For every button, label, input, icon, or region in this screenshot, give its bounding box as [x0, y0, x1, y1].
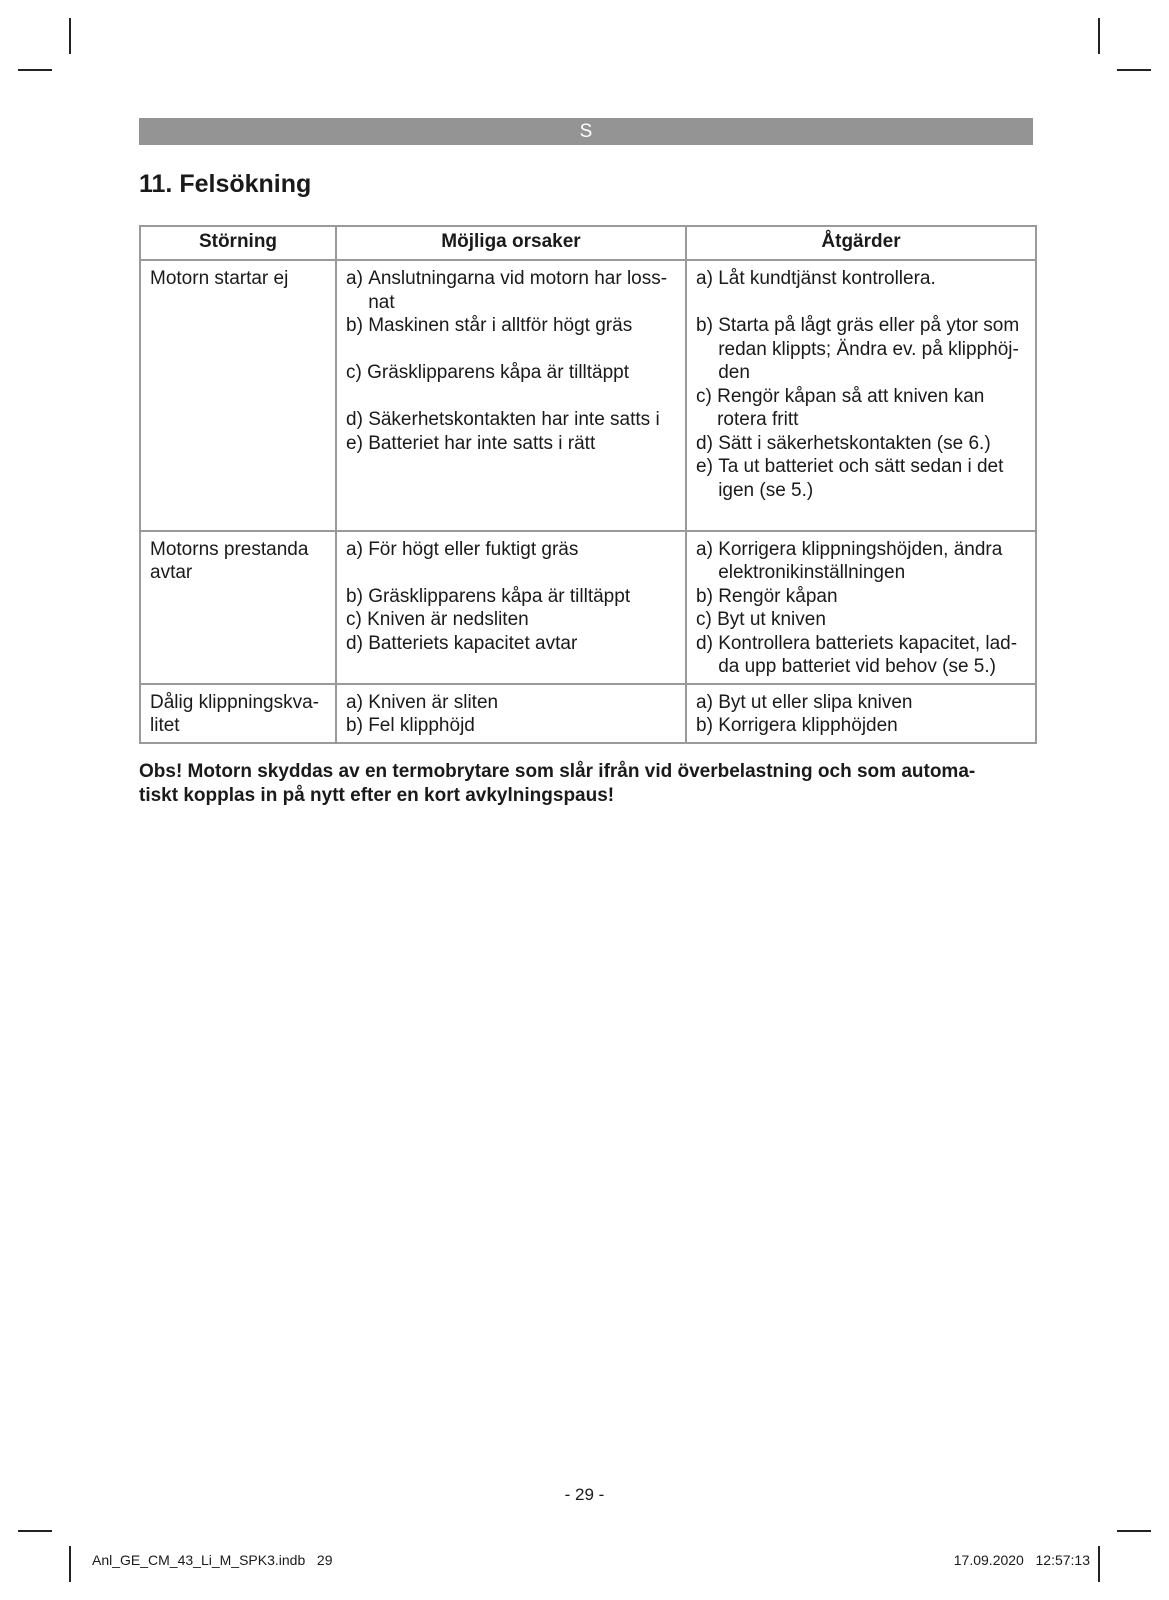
item-marker: a) — [696, 268, 719, 289]
cause-item — [346, 585, 677, 609]
cause-text — [346, 561, 677, 585]
table-row — [140, 531, 1036, 684]
item-marker: d) — [346, 632, 369, 654]
fault-cell — [140, 531, 336, 684]
table-body — [140, 260, 1036, 743]
fault-line: Motorns prestanda — [150, 538, 309, 560]
text-line: Byt ut kniven — [717, 609, 826, 630]
item-marker: b) — [346, 585, 369, 607]
cause-text — [346, 385, 677, 409]
crop-mark — [18, 69, 52, 71]
cause-item — [346, 408, 677, 432]
cause-item — [346, 538, 677, 562]
fault-cell — [140, 684, 336, 743]
footer-timestamp: 17.09.2020 12:57:13 — [953, 1552, 1090, 1568]
causes-cell — [336, 531, 686, 684]
cause-item — [346, 714, 677, 738]
action-text — [718, 267, 1027, 291]
actions-cell — [686, 260, 1036, 531]
action-item — [696, 714, 1027, 738]
action-text — [718, 455, 1027, 502]
notice-line: Obs! Motorn skyddas av en termobrytare som slår ifrån vid överbelastning och som automa- — [139, 761, 976, 782]
text-line: Säkerhetskontakten har inte satts i — [368, 409, 660, 430]
fault-line: avtar — [150, 562, 193, 583]
action-item — [696, 314, 1027, 385]
item-marker: a) — [696, 691, 719, 713]
fault-line: Motorn startar ej — [150, 268, 289, 289]
cause-item — [346, 691, 677, 715]
actions-cell — [686, 684, 1036, 743]
action-text — [718, 632, 1027, 679]
cause-text — [368, 267, 677, 314]
fault-line: litet — [150, 715, 180, 736]
cause-item — [346, 314, 677, 338]
text-line — [346, 561, 677, 585]
cause-item — [346, 385, 677, 409]
text-line: Kniven är nedsliten — [367, 609, 529, 630]
section-title: 11. Felsökning — [139, 170, 312, 198]
crop-mark — [69, 1546, 71, 1582]
text-line: Anslutningarna vid motorn har loss- — [368, 268, 668, 289]
item-marker: c) — [696, 385, 718, 407]
column-header-causes: Möjliga orsaker — [336, 226, 686, 260]
text-line: Ta ut batteriet och sätt sedan i det — [718, 456, 1004, 477]
notice-line: tiskt kopplas in på nytt efter en kort avkylningspaus! — [139, 785, 615, 806]
crop-mark — [18, 1530, 52, 1532]
cause-item — [346, 632, 677, 656]
action-text — [718, 432, 1027, 456]
cause-item — [346, 338, 677, 362]
item-marker: e) — [346, 432, 369, 454]
item-marker: d) — [346, 409, 369, 430]
item-marker: c) — [346, 362, 368, 383]
action-item — [696, 385, 1027, 432]
notice-text — [139, 760, 1039, 808]
action-item — [696, 585, 1027, 609]
action-item — [696, 632, 1027, 679]
footer-file-name: Anl_GE_CM_43_Li_M_SPK3.indb 29 — [92, 1552, 333, 1568]
action-text — [696, 291, 1027, 315]
fault-cell — [140, 260, 336, 531]
text-line: Sätt i säkerhetskontakten (se 6.) — [718, 432, 991, 454]
troubleshooting-table — [139, 225, 1037, 744]
text-line: Kontrollera batteriets kapacitet, lad- — [718, 632, 1018, 654]
text-line: Korrigera klipphöjden — [718, 715, 898, 736]
item-marker: b) — [696, 715, 719, 736]
column-header-actions: Åtgärder — [686, 226, 1036, 260]
crop-mark — [1117, 1530, 1151, 1532]
table-row — [140, 260, 1036, 531]
crop-mark — [69, 18, 71, 54]
cause-text — [368, 432, 677, 456]
action-item — [696, 502, 1027, 526]
action-text — [718, 691, 1027, 715]
action-text — [718, 314, 1027, 385]
item-marker: b) — [696, 585, 719, 607]
text-line: För högt eller fuktigt gräs — [368, 538, 579, 560]
cause-text — [368, 691, 677, 715]
column-header-fault: Störning — [140, 226, 336, 260]
item-marker: e) — [696, 456, 719, 477]
crop-mark — [1117, 69, 1151, 71]
text-line: Rengör kåpan — [718, 585, 838, 607]
item-marker: b) — [696, 315, 719, 336]
text-line — [696, 291, 1027, 315]
causes-cell — [336, 260, 686, 531]
fault-line: Dålig klippningskva- — [150, 691, 319, 713]
action-text — [718, 538, 1027, 585]
cause-item — [346, 361, 677, 385]
action-item — [696, 455, 1027, 502]
action-item — [696, 691, 1027, 715]
item-marker: c) — [346, 609, 368, 630]
item-marker: a) — [346, 538, 369, 560]
text-line: Batteriet har inte satts i rätt — [368, 432, 596, 454]
text-line: Rengör kåpan så att kniven kan — [717, 385, 985, 407]
page-number: - 29 - — [564, 1485, 605, 1504]
text-line: da upp batteriet vid behov (se 5.) — [718, 656, 996, 677]
action-text — [696, 502, 1027, 526]
cause-item — [346, 267, 677, 314]
text-line: Gräsklipparens kåpa är tilltäppt — [368, 585, 631, 607]
item-marker: a) — [346, 268, 369, 289]
text-line: Maskinen står i alltför högt gräs — [368, 315, 633, 336]
action-item — [696, 432, 1027, 456]
text-line: elektronikinställningen — [718, 562, 906, 583]
cause-text — [367, 608, 677, 632]
cause-text — [368, 314, 677, 338]
cause-text — [368, 632, 677, 656]
action-text — [718, 585, 1027, 609]
item-marker: b) — [346, 715, 369, 736]
table-header-row — [140, 226, 1036, 260]
text-line: rotera fritt — [717, 409, 799, 430]
cause-item — [346, 432, 677, 456]
text-line: Kniven är sliten — [368, 691, 499, 713]
action-item — [696, 538, 1027, 585]
causes-cell — [336, 684, 686, 743]
action-text — [717, 385, 1027, 432]
cause-item — [346, 608, 677, 632]
actions-cell — [686, 531, 1036, 684]
text-line: redan klippts; Ändra ev. på klipphöj- — [718, 338, 1019, 360]
text-line: igen (se 5.) — [718, 479, 814, 501]
table-row — [140, 684, 1036, 743]
text-line: Starta på lågt gräs eller på ytor som — [718, 315, 1020, 336]
action-item — [696, 291, 1027, 315]
text-line: Byt ut eller slipa kniven — [718, 691, 913, 713]
item-marker: d) — [696, 432, 719, 454]
text-line — [696, 502, 1027, 526]
action-text — [717, 608, 1027, 632]
item-marker: c) — [696, 609, 718, 630]
text-line — [346, 338, 677, 362]
text-line — [346, 385, 677, 409]
text-line: den — [718, 362, 750, 383]
text-line: Korrigera klippningshöjden, ändra — [718, 538, 1003, 560]
cause-text — [346, 338, 677, 362]
cause-item — [346, 561, 677, 585]
item-marker: a) — [346, 691, 369, 713]
cause-text — [368, 408, 677, 432]
cause-text — [367, 361, 677, 385]
text-line: Gräsklipparens kåpa är tilltäppt — [367, 362, 630, 383]
crop-mark — [1098, 18, 1100, 54]
text-line: Låt kundtjänst kontrollera. — [718, 268, 936, 289]
cause-text — [368, 714, 677, 738]
item-marker: d) — [696, 632, 719, 654]
language-bar: S — [139, 118, 1033, 145]
item-marker: b) — [346, 315, 369, 336]
text-line: nat — [368, 291, 395, 313]
item-marker: a) — [696, 538, 719, 560]
action-text — [718, 714, 1027, 738]
crop-mark — [1098, 1546, 1100, 1582]
action-item — [696, 267, 1027, 291]
text-line: Fel klipphöjd — [368, 715, 475, 736]
cause-text — [368, 585, 677, 609]
cause-text — [368, 538, 677, 562]
text-line: Batteriets kapacitet avtar — [368, 632, 578, 654]
action-item — [696, 608, 1027, 632]
